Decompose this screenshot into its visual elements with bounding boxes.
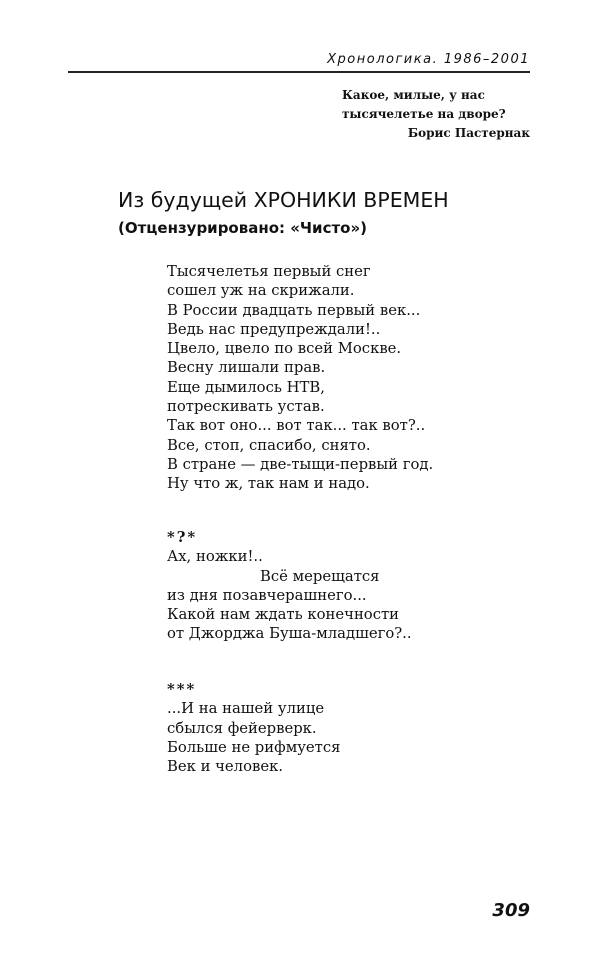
poem-line: сбылся фейерверк. — [167, 719, 317, 737]
poem-subtitle: (Отцензурировано: «Чисто») — [118, 219, 368, 237]
page-number: 309 — [492, 900, 530, 921]
stanza-1 — [167, 262, 433, 494]
poem-line: от Джорджа Буша-младшего?.. — [167, 625, 412, 643]
stanza-separator: *** — [167, 681, 197, 698]
epigraph-line: Какое, милые, у нас — [342, 88, 485, 102]
poem-line: Весну лишали прав. — [167, 359, 326, 377]
header-rule — [68, 71, 530, 73]
poem-line: ...И на нашей улице — [167, 700, 325, 718]
poem-line: Ах, ножки!.. — [167, 548, 263, 566]
poem-line: из дня позавчерашнего... — [167, 586, 367, 604]
poem-line: Какой нам ждать конечности — [167, 606, 400, 624]
poem-line: В России двадцать первый век... — [167, 301, 421, 319]
stanza-3 — [167, 680, 340, 776]
running-head: Хронологика. 1986–2001 — [327, 52, 530, 67]
poem-line: Все, стоп, спасибо, снято. — [167, 436, 371, 454]
stanza-2 — [167, 528, 412, 644]
poem-line: Больше не рифмуется — [167, 738, 341, 756]
poem-line: Ведь нас предупреждали!.. — [167, 320, 381, 338]
poem-line: Так вот оно... вот так... так вот?.. — [167, 417, 426, 435]
poem-line: Всё мерещатся — [260, 567, 380, 585]
poem-line: Еще дымилось НТВ, — [167, 378, 325, 396]
poem-line: Цвело, цвело по всей Москве. — [167, 340, 402, 358]
poem-line: Тысячелетья первый снег — [167, 263, 371, 280]
poem-title: Из будущей ХРОНИКИ ВРЕМЕН — [118, 188, 449, 212]
epigraph-author: Борис Пастернак — [407, 126, 530, 140]
poem-line: сошел уж на скрижали. — [167, 282, 355, 300]
poem-line: Ну что ж, так нам и надо. — [167, 475, 370, 493]
poem-line: потрескивать устав. — [167, 398, 325, 416]
epigraph — [342, 86, 530, 143]
poem-line: В стране — две-тыщи-первый год. — [167, 455, 434, 473]
epigraph-line: тысячелетье на дворе? — [342, 107, 506, 121]
stanza-separator: *?* — [167, 529, 198, 546]
poem-line: Век и человек. — [167, 758, 284, 776]
